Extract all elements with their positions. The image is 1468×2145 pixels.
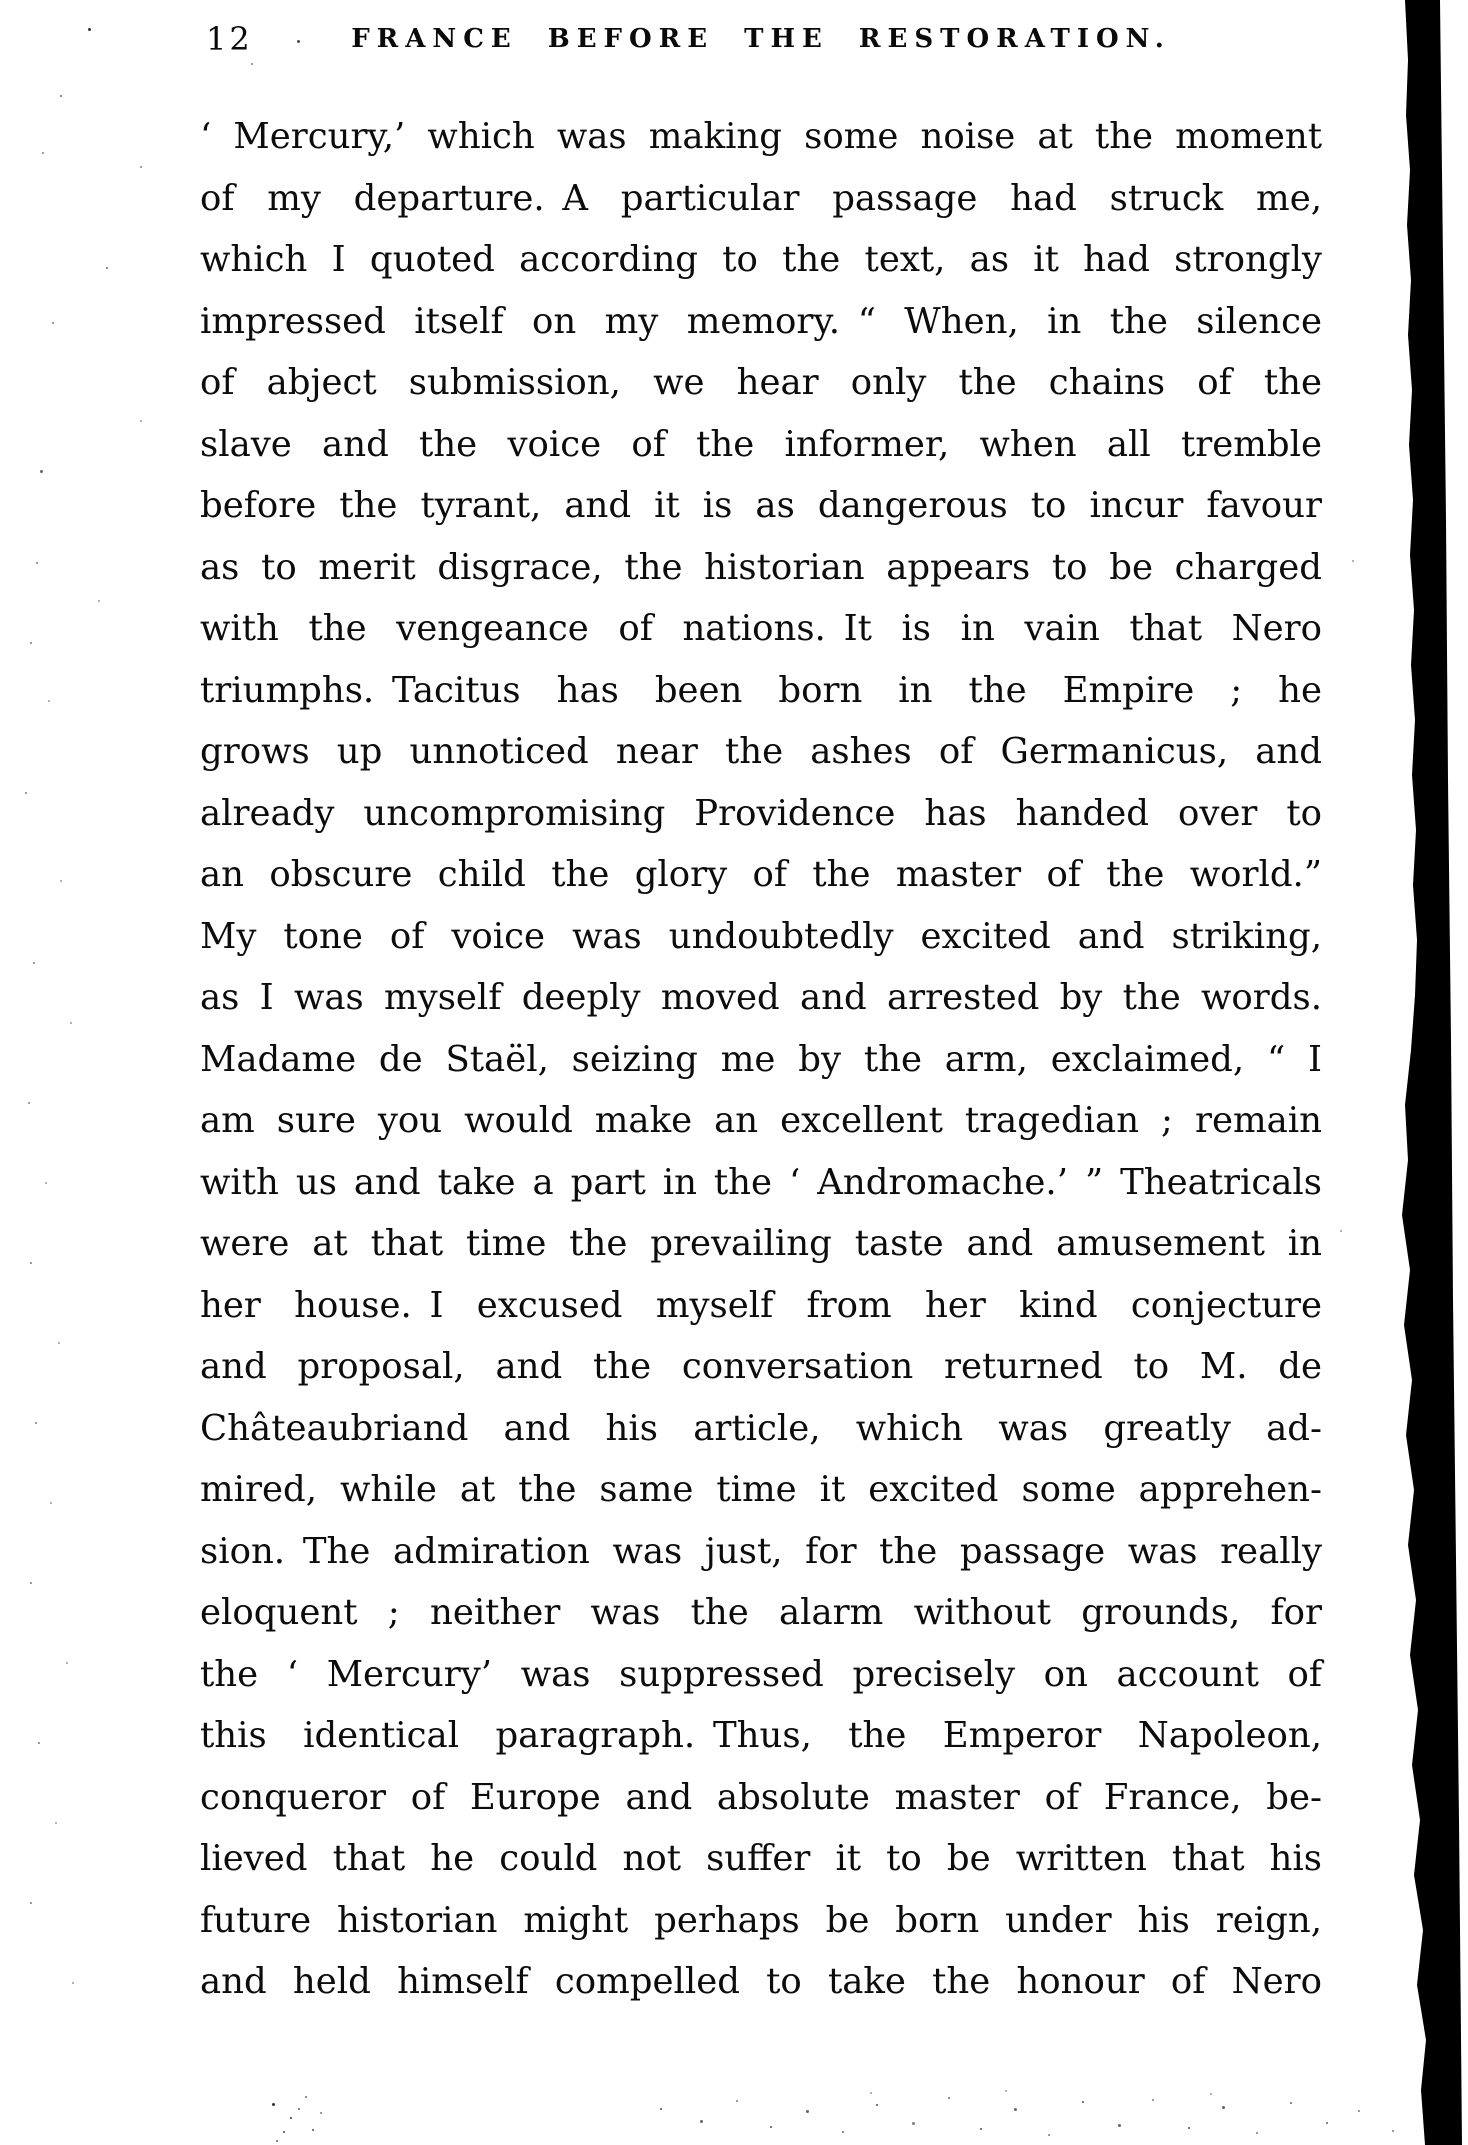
speckle-dot bbox=[140, 166, 142, 168]
speckle-dot bbox=[320, 2112, 322, 2114]
text-line: which I quoted according to the text, as it had strongly bbox=[200, 239, 1322, 280]
speckle-dot bbox=[106, 267, 108, 269]
text-line: grows up unnoticed near the ashes of Germanicus, and bbox=[200, 731, 1322, 772]
speckle-dot bbox=[38, 1742, 40, 1744]
speckle-dot bbox=[33, 962, 35, 964]
speckle-dot bbox=[1358, 2110, 1360, 2112]
speckle-dot bbox=[700, 2120, 703, 2123]
speckle-dot bbox=[1256, 2132, 1258, 2134]
speckle-dot bbox=[30, 1582, 32, 1584]
speckle-dot bbox=[1005, 2090, 1007, 2092]
speckle-dot bbox=[140, 420, 142, 422]
speckle-dot bbox=[736, 2100, 738, 2102]
speckle-dot bbox=[30, 1262, 32, 1264]
text-line: future historian might perhaps be born under his reign, bbox=[200, 1899, 1322, 1941]
text-line: her house. I excused myself from her kind conjecture bbox=[200, 1284, 1322, 1326]
speckle-dot bbox=[1210, 2093, 1212, 2095]
speckle-dot bbox=[1326, 2122, 1328, 2124]
speckle-dot bbox=[1352, 560, 1354, 562]
speckle-dot bbox=[290, 2117, 292, 2119]
text-line: of abject submission, we hear only the chains of the bbox=[200, 362, 1322, 403]
speckle-dot bbox=[1392, 2130, 1394, 2132]
speckle-dot bbox=[28, 1102, 30, 1104]
speckle-dot bbox=[1290, 2102, 1292, 2104]
text-line: as I was myself deeply moved and arrested by the words. bbox=[200, 977, 1322, 1018]
speckle-dot bbox=[50, 1502, 52, 1504]
speckle-dot bbox=[806, 2110, 809, 2113]
text-line: My tone of voice was undoubtedly excited and striking, bbox=[200, 915, 1322, 957]
speckle-dot bbox=[40, 470, 43, 473]
speckle-dot bbox=[1048, 2134, 1050, 2136]
running-head-title: FRANCE BEFORE THE RESTORATION. bbox=[351, 24, 1171, 54]
speckle-dot bbox=[60, 880, 62, 882]
speckle-dot bbox=[980, 2128, 982, 2130]
speckle-dot bbox=[30, 642, 32, 644]
speckle-dot bbox=[25, 792, 27, 794]
speckle-dot bbox=[98, 600, 100, 602]
text-line: and proposal, and the conversation returned to M. de bbox=[200, 1346, 1322, 1387]
speckle-dot bbox=[272, 2103, 275, 2106]
speckle-dot bbox=[1118, 2124, 1121, 2127]
speckle-dot bbox=[770, 2126, 772, 2128]
text-line: already uncompromising Providence has handed over to bbox=[200, 792, 1322, 834]
speckle-dot bbox=[30, 1902, 32, 1904]
speckle-dot bbox=[305, 2096, 307, 2098]
speckle-dot bbox=[276, 2140, 278, 2142]
speckle-dot bbox=[912, 2122, 915, 2125]
speckle-dot bbox=[1014, 2108, 1017, 2111]
text-line: triumphs. Tacitus has been born in the Empire ; he bbox=[200, 669, 1322, 711]
speckle-dot bbox=[1222, 2106, 1225, 2109]
speckle-dot bbox=[52, 322, 54, 324]
speckle-dot bbox=[72, 1982, 74, 1984]
speckle-dot bbox=[298, 2108, 300, 2110]
speckle-dot bbox=[312, 2129, 314, 2131]
running-header bbox=[200, 14, 1322, 60]
text-line: impressed itself on my memory. “ When, in the silence bbox=[200, 300, 1322, 342]
speckle-dot bbox=[842, 2131, 844, 2133]
speckle-dot bbox=[48, 700, 50, 702]
text-line: and held himself compelled to take the honour of Nero bbox=[200, 1961, 1322, 2002]
speckle-dot bbox=[55, 1822, 57, 1824]
text-line: Châteaubriand and his article, which was greatly ad- bbox=[200, 1407, 1322, 1449]
speckle-dot bbox=[660, 2108, 662, 2110]
speckle-dot bbox=[88, 28, 91, 31]
speckle-dot bbox=[60, 95, 62, 97]
speckle-dot bbox=[42, 152, 44, 154]
scan-gutter-shadow bbox=[1395, 0, 1468, 2145]
speckle-dot bbox=[35, 1422, 37, 1424]
text-line: before the tyrant, and it is as dangerous to incur favour bbox=[200, 485, 1322, 526]
text-line: were at that time the prevailing taste and amusement in bbox=[200, 1223, 1322, 1264]
text-line: with us and take a part in the ‘ Andromache.’ ” Theatricals bbox=[200, 1161, 1322, 1203]
speckle-dot bbox=[876, 2104, 878, 2106]
text-line: with the vengeance of nations. It is in vain that Nero bbox=[200, 608, 1322, 649]
speckle-dot bbox=[70, 1022, 72, 1024]
body-text bbox=[200, 106, 1322, 2013]
speckle-dot bbox=[870, 2092, 872, 2094]
text-line: eloquent ; neither was the alarm without grounds, for bbox=[200, 1592, 1322, 1633]
text-line: mired, while at the same time it excited some apprehen- bbox=[200, 1469, 1322, 1510]
text-line: an obscure child the glory of the master of the world.” bbox=[200, 854, 1322, 895]
speckle-dot bbox=[1152, 2099, 1154, 2101]
text-line: the ‘ Mercury’ was suppressed precisely on account of bbox=[200, 1653, 1322, 1695]
speckle-dot bbox=[948, 2097, 950, 2099]
text-line: lieved that he could not suffer it to be written that his bbox=[200, 1838, 1322, 1879]
speckle-dot bbox=[251, 63, 253, 65]
speckle-dot bbox=[45, 1182, 47, 1184]
page-number: 12 bbox=[206, 20, 253, 58]
speckle-dot bbox=[1188, 2127, 1190, 2129]
speckle-dot bbox=[36, 562, 38, 564]
text-line: slave and the voice of the informer, when all tremble bbox=[200, 423, 1322, 465]
text-line: of my departure. A particular passage had struck me, bbox=[200, 177, 1322, 219]
text-line: Madame de Staël, seizing me by the arm, exclaimed, “ I bbox=[200, 1038, 1322, 1080]
text-line: am sure you would make an excellent tragedian ; remain bbox=[200, 1100, 1322, 1141]
text-line: as to merit disgrace, the historian appears to be charged bbox=[200, 546, 1322, 588]
text-line: ‘ Mercury,’ which was making some noise at the moment bbox=[200, 116, 1322, 157]
speckle-dot bbox=[283, 2131, 285, 2133]
text-line: sion. The admiration was just, for the passage was really bbox=[200, 1530, 1322, 1572]
speckle-dot bbox=[1082, 2101, 1084, 2103]
text-line: this identical paragraph. Thus, the Emperor Napoleon, bbox=[200, 1715, 1322, 1756]
speckle-dot bbox=[58, 1342, 60, 1344]
speckle-dot bbox=[66, 1662, 68, 1664]
text-line: conqueror of Europe and absolute master of France, be- bbox=[200, 1776, 1322, 1818]
speckle-dot bbox=[1340, 1230, 1342, 1232]
